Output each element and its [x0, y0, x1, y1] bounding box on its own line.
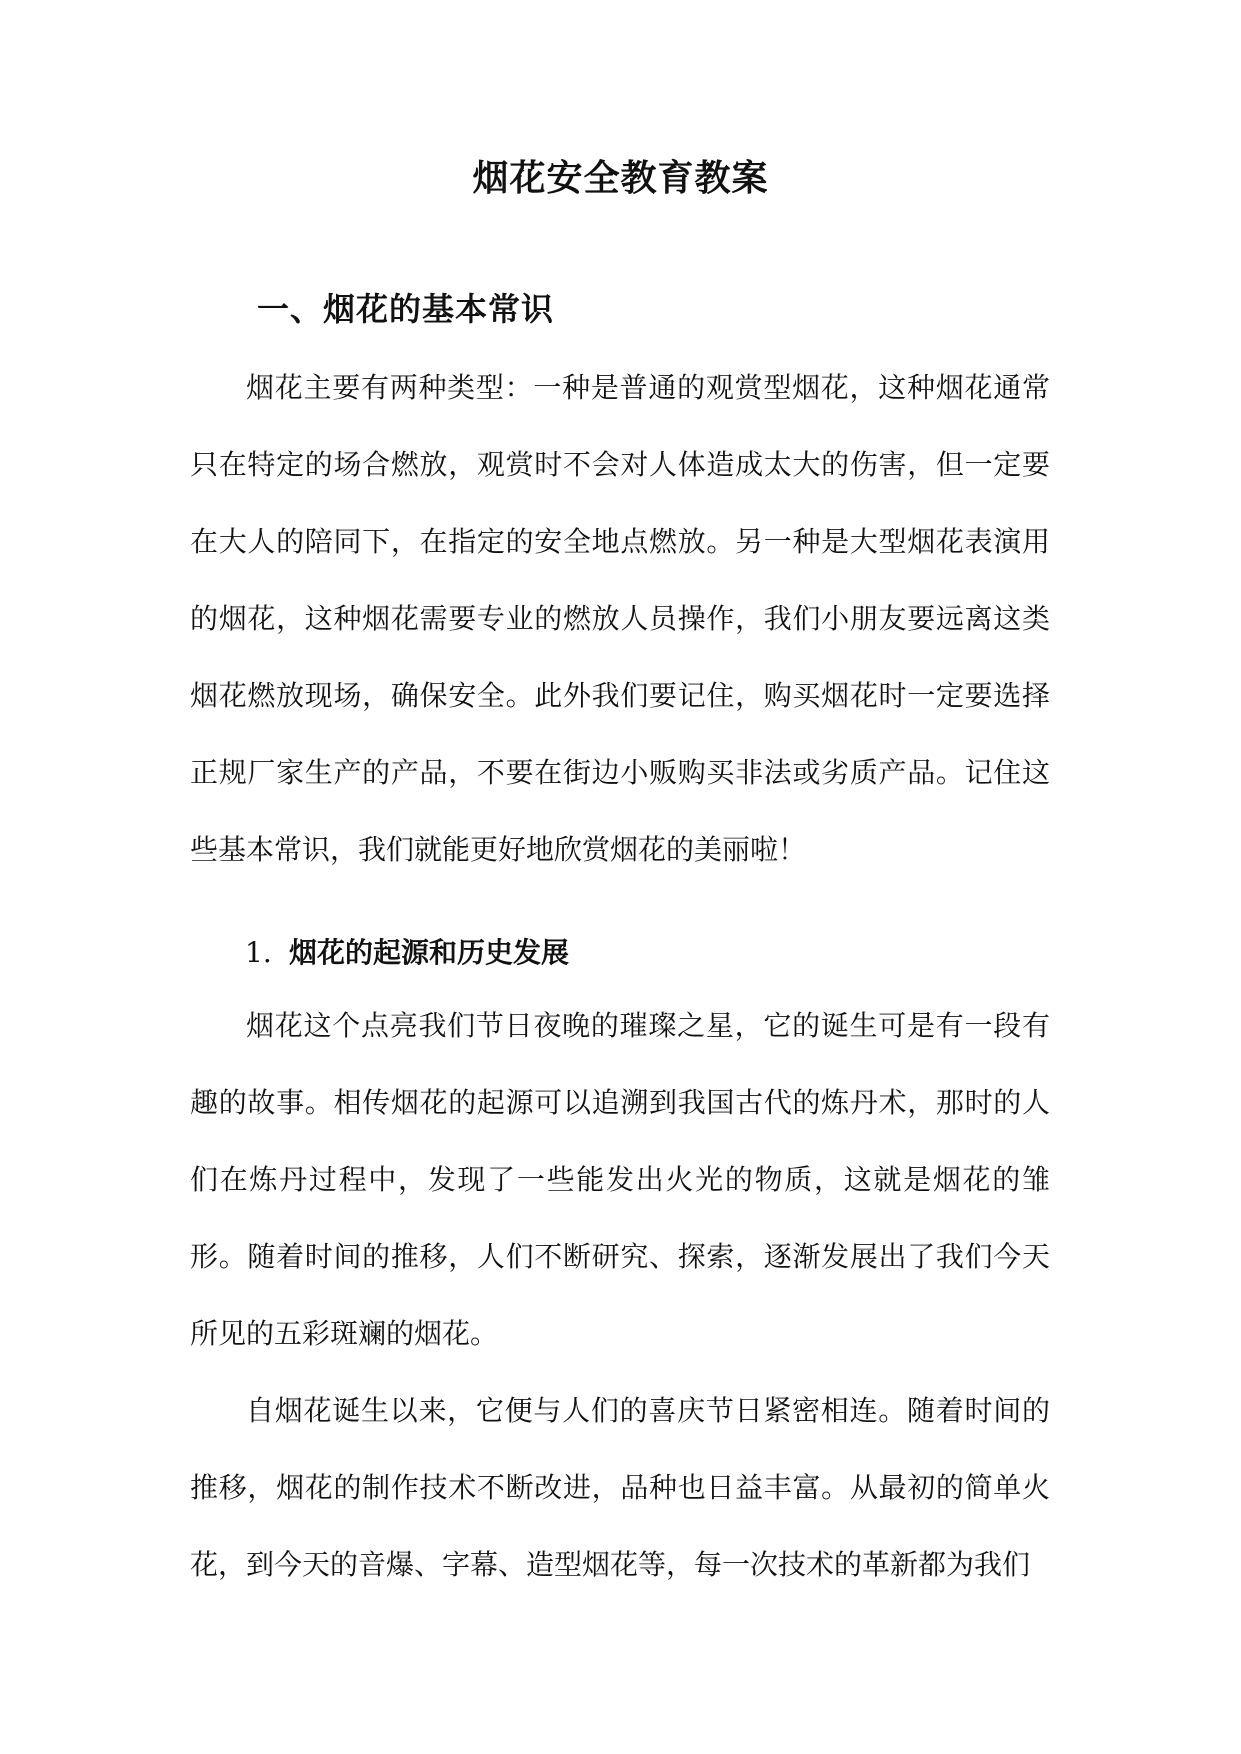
subsection-paragraph-2: 自烟花诞生以来，它便与人们的喜庆节日紧密相连。随着时间的推移，烟花的制作技术不断改进，品种也日益丰富。从最初的简单火花，到今天的音爆、字幕、造型烟花等，每一次技术的革新都为我们: [190, 1394, 1050, 1581]
section-heading: 一、烟花的基本常识: [257, 290, 555, 328]
subsection-title: 烟花的起源和历史发展: [289, 936, 570, 969]
document-title: 烟花安全教育教案: [472, 157, 769, 199]
subsection-paragraph-1: 烟花这个点亮我们节日夜晚的璀璨之星，它的诞生可是有一段有趣的故事。相传烟花的起源可以追溯到我国古代的炼丹术，那时的人们在炼丹过程中，发现了一些能发出火光的物质，这就是烟花的雏形。随着时间的推移，人们不断研究、探索，逐渐发展出了我们今天所见的五彩斑斓的烟花。: [190, 1009, 1050, 1350]
subsection-number: 1.: [245, 936, 272, 969]
subsection-heading: [245, 930, 569, 976]
section-paragraph: 烟花主要有两种类型：一种是普通的观赏型烟花，这种烟花通常只在特定的场合燃放，观赏时不会对人体造成太大的伤害，但一定要在大人的陪同下，在指定的安全地点燃放。另一种是大型烟花表演用的烟花，这种烟花需要专业的燃放人员操作，我们小朋友要远离这类烟花燃放现场，确保安全。此外我们要记住，购买烟花时一定要选择正规厂家生产的产品，不要在街边小贩购买非法或劣质产品。记住这些基本常识，我们就能更好地欣赏烟花的美丽啦！: [190, 371, 1050, 866]
